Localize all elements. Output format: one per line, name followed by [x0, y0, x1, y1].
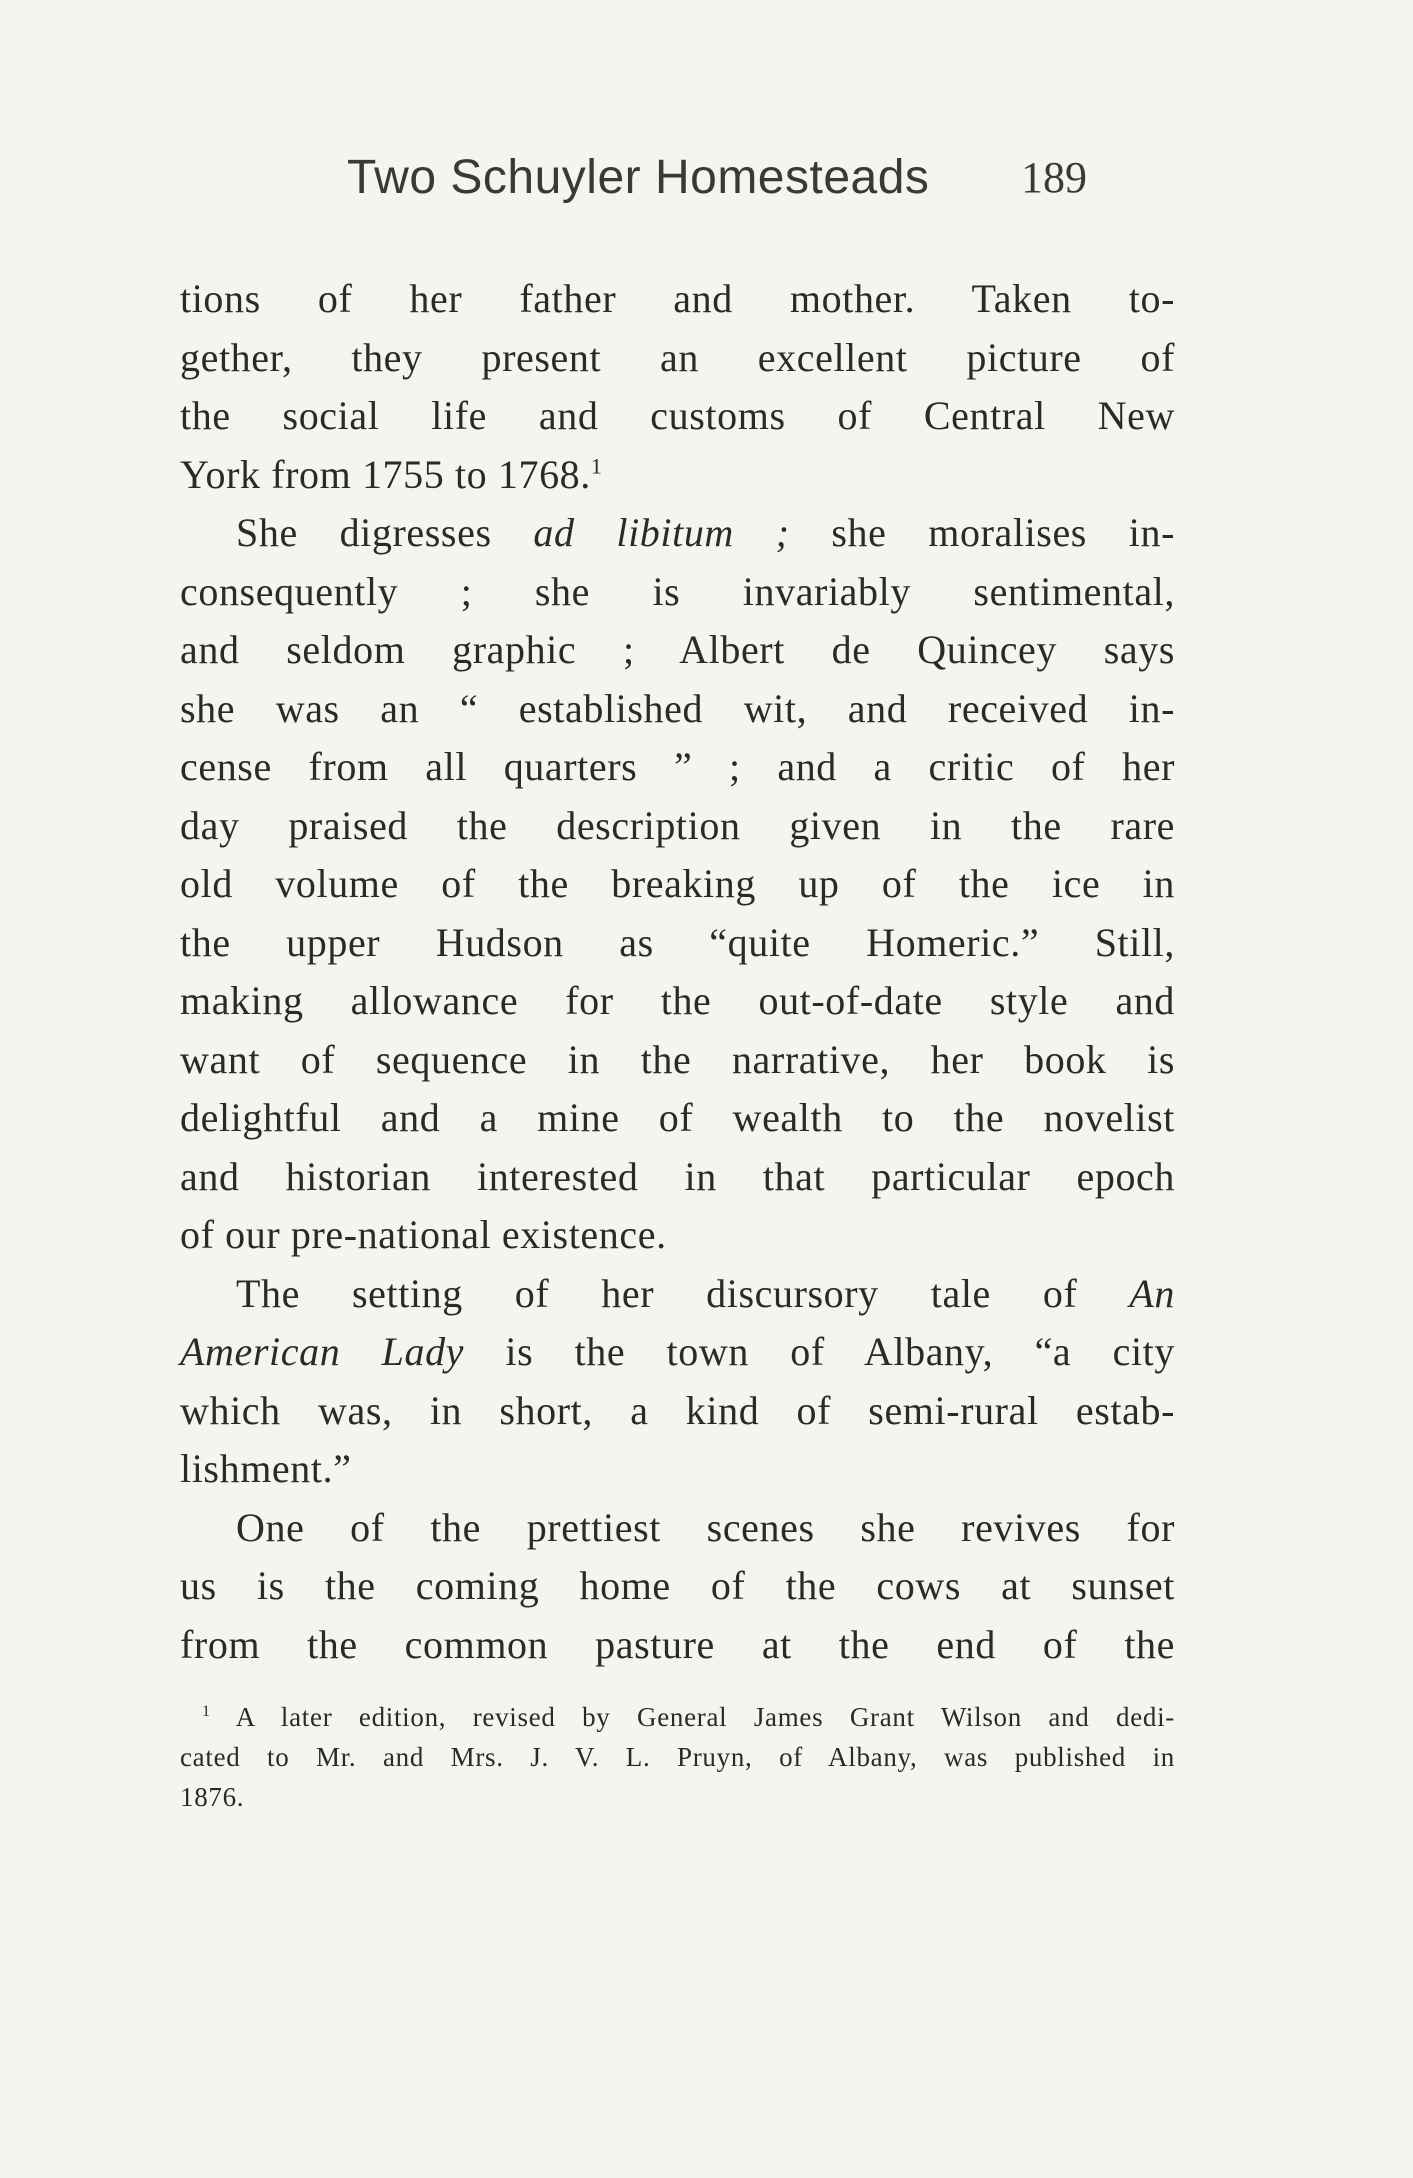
footnote-text: cated to Mr. and Mrs. J. V. L. Pruyn, of Albany, was published in	[180, 1742, 1175, 1772]
text-line	[180, 1440, 1175, 1499]
text-line	[180, 797, 1175, 856]
text-line	[180, 855, 1175, 914]
text-line	[180, 504, 1175, 563]
text-line	[180, 1382, 1175, 1441]
line-text: making allowance for the out-of-date style and	[180, 978, 1175, 1023]
line-text: want of sequence in the narrative, her book is	[180, 1036, 1175, 1082]
line-text: gether, they present an excellent picture of	[180, 334, 1175, 380]
text-line	[180, 329, 1175, 388]
line-text: and seldom graphic ; Albert de Quincey says	[180, 627, 1175, 672]
text-line	[180, 914, 1175, 973]
text-line	[180, 270, 1175, 329]
line-text: lishment.”	[180, 1446, 352, 1491]
text-line	[180, 621, 1175, 680]
text-line	[180, 1499, 1175, 1558]
text-line	[180, 972, 1175, 1031]
italic-title: American Lady	[180, 1329, 465, 1374]
line-text: One of the prettiest scenes she revives for	[236, 1504, 1175, 1550]
line-text: The setting of her discursory tale of	[236, 1270, 1130, 1316]
text-line	[180, 1557, 1175, 1616]
footnote-text: 1876.	[180, 1782, 245, 1812]
italic-title: ad libitum ;	[533, 510, 790, 555]
line-text: old volume of the breaking up of the ice in	[180, 861, 1175, 906]
line-text: us is the coming home of the cows at sunset	[180, 1563, 1175, 1608]
line-text: the upper Hudson as “quite Homeric.” Still,	[180, 919, 1175, 965]
line-text: of our pre-national existence.	[180, 1212, 667, 1257]
text-line	[180, 563, 1175, 622]
text-line	[180, 1031, 1175, 1090]
page-number: 189	[1021, 153, 1087, 202]
text-line	[180, 1206, 1175, 1265]
line-text: consequently ; she is invariably sentimental,	[180, 568, 1175, 614]
footnote-ref: 1	[590, 453, 603, 479]
text-line	[180, 738, 1175, 797]
line-text: York from 1755 to 1768.	[180, 451, 591, 497]
running-title: Two Schuyler Homesteads	[347, 151, 930, 204]
line-text: delightful and a mine of wealth to the novelist	[180, 1095, 1175, 1140]
footnote-marker: 1	[202, 1703, 211, 1720]
text-line	[180, 1323, 1175, 1382]
line-text: from the common pasture at the end of the	[180, 1621, 1175, 1667]
text-line	[180, 1616, 1175, 1675]
line-text: day praised the description given in the rare	[180, 802, 1175, 848]
footnote-text: A later edition, revised by General James Grant Wilson and dedi-	[210, 1702, 1175, 1732]
footnotes	[180, 1697, 1175, 1817]
text-line	[180, 1265, 1175, 1324]
text-line	[180, 387, 1175, 446]
text-line	[180, 1148, 1175, 1207]
footnote-line	[180, 1697, 1175, 1737]
line-text-after: she moralises in-	[789, 510, 1175, 555]
line-text: She digresses	[236, 510, 534, 555]
line-text-after: is the town of Albany, “a city	[464, 1329, 1175, 1374]
running-head	[174, 150, 1174, 230]
text-line	[180, 446, 1175, 505]
line-text: and historian interested in that particular epoch	[180, 1153, 1175, 1199]
text-line	[180, 1089, 1175, 1148]
line-text: which was, in short, a kind of semi-rural estab-	[180, 1387, 1175, 1433]
line-text: she was an “ established wit, and received in-	[180, 685, 1175, 731]
line-text: tions of her father and mother. Taken to-	[180, 276, 1175, 321]
line-text: cense from all quarters ” ; and a critic of her	[180, 744, 1175, 789]
line-text: the social life and customs of Central New	[180, 393, 1175, 438]
body-text	[180, 270, 1175, 1674]
text-line	[180, 680, 1175, 739]
footnote-line	[180, 1777, 1175, 1817]
italic-title: An	[1129, 1270, 1175, 1316]
footnote-line	[180, 1737, 1175, 1777]
